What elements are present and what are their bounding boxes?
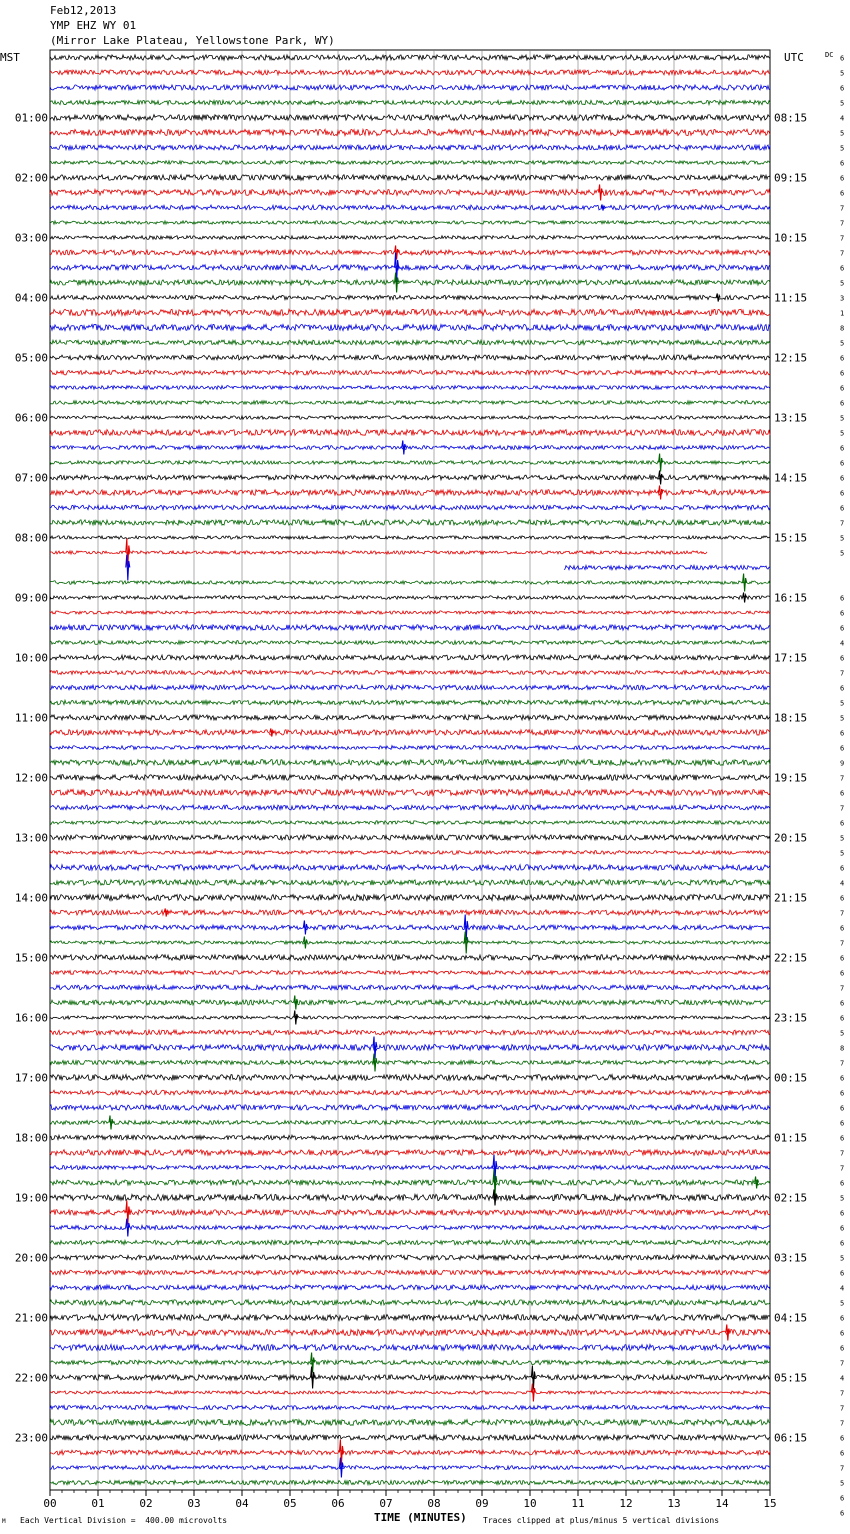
dc-offset-value: 7 xyxy=(840,519,845,528)
event-spike xyxy=(743,593,747,603)
seismic-trace xyxy=(50,55,770,60)
seismic-trace xyxy=(50,655,770,660)
utc-hour-label: 02:15 xyxy=(774,1191,808,1205)
dc-offset-value: 6 xyxy=(840,744,845,753)
dc-offset-value: 6 xyxy=(840,1224,845,1233)
chart-date: Feb12,2013 xyxy=(50,4,117,17)
dc-offset-value: 6 xyxy=(840,624,845,633)
x-tick-label: 02 xyxy=(139,1497,153,1510)
x-tick-label: 08 xyxy=(427,1497,441,1510)
seismic-trace xyxy=(50,1030,770,1035)
utc-hour-label: 10:15 xyxy=(774,231,808,245)
x-tick-label: 10 xyxy=(523,1497,537,1510)
dc-offset-value: 7 xyxy=(840,1164,845,1173)
seismic-trace xyxy=(50,309,770,315)
x-tick-label: 09 xyxy=(475,1497,489,1510)
utc-hour-label: 11:15 xyxy=(774,291,808,305)
dc-offset-value: 7 xyxy=(840,909,845,918)
utc-hour-label: 00:15 xyxy=(774,1071,808,1085)
dc-offset-value: 4 xyxy=(840,1284,845,1293)
mst-hour-label: 06:00 xyxy=(14,411,48,425)
dc-offset-value: 8 xyxy=(840,324,845,333)
dc-offset-value: 6 xyxy=(840,969,845,978)
scale-note: Each Vertical Division = 400.00 microvolts xyxy=(20,1516,228,1525)
seismic-trace xyxy=(50,685,770,690)
seismic-trace xyxy=(50,910,770,915)
seismic-trace xyxy=(50,1300,770,1305)
utc-hour-label: 05:15 xyxy=(774,1371,808,1385)
dc-offset-value: 5 xyxy=(840,1479,845,1488)
dc-offset-value: 1 xyxy=(840,309,845,318)
dc-offset-value: 6 xyxy=(840,924,845,933)
dc-offset-value: 5 xyxy=(840,1254,845,1263)
dc-offset-value: 6 xyxy=(840,1209,845,1218)
seismic-trace xyxy=(50,280,770,285)
utc-hour-label: 13:15 xyxy=(774,411,808,425)
seismic-trace xyxy=(50,1045,770,1051)
seismic-trace xyxy=(50,925,770,930)
dc-offset-value: 5 xyxy=(840,534,845,543)
dc-offset-value: 7 xyxy=(840,234,845,243)
utc-hour-label: 23:15 xyxy=(774,1011,808,1025)
seismic-trace xyxy=(50,1194,770,1200)
seismic-trace xyxy=(50,70,770,75)
dc-offset-value: 7 xyxy=(840,1149,845,1158)
seismic-trace xyxy=(50,760,770,766)
dc-offset-value: 6 xyxy=(840,789,845,798)
dc-offset-value: 7 xyxy=(840,1059,845,1068)
seismic-trace xyxy=(50,115,770,121)
dc-offset-value: 6 xyxy=(840,1269,845,1278)
dc-offset-value: 7 xyxy=(840,984,845,993)
seismic-trace xyxy=(50,324,770,330)
dc-offset-value: 5 xyxy=(840,429,845,438)
dc-offset-value: 7 xyxy=(840,1419,845,1428)
dc-offset-value: 5 xyxy=(840,144,845,153)
seismic-trace xyxy=(50,1105,770,1110)
seismic-trace xyxy=(50,1075,770,1081)
x-tick-label: 04 xyxy=(235,1497,249,1510)
seismic-trace xyxy=(50,1480,770,1484)
seismic-trace xyxy=(50,805,770,810)
dc-offset-value: 7 xyxy=(840,774,845,783)
x-tick-label: 00 xyxy=(43,1497,57,1510)
utc-hour-label: 20:15 xyxy=(774,831,808,845)
dc-offset-value: 5 xyxy=(840,414,845,423)
mst-hour-label: 09:00 xyxy=(14,591,48,605)
seismic-trace xyxy=(50,205,770,210)
dc-offset-value: 4 xyxy=(840,639,845,648)
seismic-trace xyxy=(564,565,770,570)
mst-hour-label: 23:00 xyxy=(14,1431,48,1445)
dc-offset-value: 7 xyxy=(840,939,845,948)
mst-hour-label: 17:00 xyxy=(14,1071,48,1085)
seismic-trace xyxy=(50,851,770,855)
x-tick-label: 15 xyxy=(763,1497,777,1510)
seismic-trace xyxy=(50,430,770,436)
seismic-trace xyxy=(50,1315,770,1321)
dc-offset-value: 6 xyxy=(840,864,845,873)
utc-hour-label: 06:15 xyxy=(774,1431,808,1445)
seismic-trace xyxy=(50,250,770,255)
dc-offset-value: 6 xyxy=(840,894,845,903)
seismic-trace xyxy=(50,821,770,825)
dc-offset-value: 5 xyxy=(840,339,845,348)
dc-offset-value: 6 xyxy=(840,84,845,93)
seismic-trace xyxy=(50,1000,770,1005)
mst-hour-label: 10:00 xyxy=(14,651,48,665)
seismic-trace xyxy=(50,880,770,885)
mst-hour-label: 05:00 xyxy=(14,351,48,365)
seismic-trace xyxy=(50,581,770,585)
seismic-trace xyxy=(50,536,770,539)
clip-note: Traces clipped at plus/minus 5 vertical divisions xyxy=(483,1516,720,1525)
dc-offset-value: 6 xyxy=(840,1329,845,1338)
seismic-trace xyxy=(50,641,770,645)
seismic-trace xyxy=(50,1450,770,1455)
seismic-trace xyxy=(50,865,770,871)
seismic-trace xyxy=(50,1285,770,1290)
dc-offset-value: 6 xyxy=(840,1494,845,1503)
dc-offset-value: 4 xyxy=(840,879,845,888)
dc-offset-value: 6 xyxy=(840,444,845,453)
x-tick-label: 12 xyxy=(619,1497,633,1510)
dc-offset-value: 5 xyxy=(840,699,845,708)
utc-hour-label: 08:15 xyxy=(774,111,808,125)
seismic-trace xyxy=(50,370,770,375)
dc-offset-value: 5 xyxy=(840,1299,845,1308)
seismic-trace xyxy=(50,1090,770,1095)
utc-hour-label: 12:15 xyxy=(774,351,808,365)
dc-offset-value: 5 xyxy=(840,1194,845,1203)
seismic-trace xyxy=(50,1466,770,1470)
seismic-trace xyxy=(50,85,770,90)
seismic-trace xyxy=(50,129,770,135)
seismic-trace xyxy=(50,1121,770,1125)
mst-hour-label: 20:00 xyxy=(14,1251,48,1265)
dc-offset-value: 6 xyxy=(840,1434,845,1443)
dc-offset-value: 6 xyxy=(840,729,845,738)
utc-hour-label: 09:15 xyxy=(774,171,808,185)
seismic-trace xyxy=(50,1270,770,1275)
seismic-trace xyxy=(50,221,770,224)
seismic-trace xyxy=(50,340,770,345)
mst-hour-label: 19:00 xyxy=(14,1191,48,1205)
event-spike xyxy=(164,909,168,917)
dc-offset-value: 6 xyxy=(840,954,845,963)
dc-offset-value: 6 xyxy=(840,609,845,618)
seismic-trace xyxy=(50,1420,770,1426)
dc-offset-value: 6 xyxy=(840,489,845,498)
station-code: YMP EHZ WY 01 xyxy=(50,19,137,32)
dc-offset-value: 6 xyxy=(840,1509,845,1518)
seismic-trace xyxy=(50,700,770,705)
seismic-trace xyxy=(50,789,770,795)
mst-hour-label: 16:00 xyxy=(14,1011,48,1025)
dc-offset-value: 7 xyxy=(840,669,845,678)
seismic-trace xyxy=(50,100,770,104)
dc-offset-value: 3 xyxy=(840,294,845,303)
seismic-trace xyxy=(50,775,770,781)
seismic-trace xyxy=(50,671,770,675)
seismic-trace xyxy=(50,625,770,630)
dc-offset-value: 6 xyxy=(840,594,845,603)
seismic-trace xyxy=(50,1060,770,1064)
seismic-trace xyxy=(50,520,770,525)
dc-offset-value: 6 xyxy=(840,1014,845,1023)
mst-hour-label: 21:00 xyxy=(14,1311,48,1325)
dc-offset-value: 6 xyxy=(840,1179,845,1188)
dc-offset-value: 6 xyxy=(840,474,845,483)
dc-offset-value: 5 xyxy=(840,99,845,108)
mst-hour-label: 15:00 xyxy=(14,951,48,965)
dc-offset-value: 6 xyxy=(840,159,845,168)
seismic-trace xyxy=(50,1165,770,1169)
dc-offset-value: 6 xyxy=(840,459,845,468)
utc-hour-label: 04:15 xyxy=(774,1311,808,1325)
dc-offset-value: 5 xyxy=(840,549,845,558)
dc-offset-value: 6 xyxy=(840,189,845,198)
x-tick-label: 03 xyxy=(187,1497,201,1510)
dc-offset-value: 9 xyxy=(840,759,845,768)
seismic-trace xyxy=(50,1360,770,1365)
seismic-trace xyxy=(50,1345,770,1351)
seismic-trace xyxy=(50,1150,770,1156)
x-tick-label: 11 xyxy=(571,1497,585,1510)
seismic-trace xyxy=(50,295,770,299)
seismic-trace xyxy=(50,1180,770,1185)
dc-offset-value: 6 xyxy=(840,1119,845,1128)
seismic-trace xyxy=(50,1406,770,1410)
dc-offset-value: 6 xyxy=(840,654,845,663)
dc-offset-value: 5 xyxy=(840,69,845,78)
utc-hour-label: 19:15 xyxy=(774,771,808,785)
event-spike xyxy=(402,441,406,455)
mst-hour-label: 13:00 xyxy=(14,831,48,845)
dc-offset-value: 6 xyxy=(840,1449,845,1458)
seismic-trace xyxy=(50,1435,770,1440)
seismic-trace xyxy=(50,190,770,196)
event-spike xyxy=(303,921,307,935)
dc-offset-value: 5 xyxy=(840,279,845,288)
dc-offset-value: 6 xyxy=(840,1104,845,1113)
mst-hour-label: 11:00 xyxy=(14,711,48,725)
dc-offset-value: 5 xyxy=(840,834,845,843)
dc-offset-value: 6 xyxy=(840,1134,845,1143)
seismic-trace xyxy=(50,596,770,600)
seismic-trace xyxy=(50,505,770,510)
x-axis-title: TIME (MINUTES) xyxy=(374,1511,467,1524)
dc-offset-value: 6 xyxy=(840,1344,845,1353)
dc-offset-value: 6 xyxy=(840,1314,845,1323)
seismic-trace xyxy=(50,1240,770,1245)
seismic-trace xyxy=(50,730,770,736)
seismic-trace xyxy=(50,551,707,554)
seismic-trace xyxy=(50,1391,770,1394)
x-tick-label: 07 xyxy=(379,1497,393,1510)
dc-offset-value: 7 xyxy=(840,1404,845,1413)
utc-hour-label: 01:15 xyxy=(774,1131,808,1145)
dc-offset-value: 7 xyxy=(840,204,845,213)
utc-hour-label: 03:15 xyxy=(774,1251,808,1265)
seismic-trace xyxy=(50,1375,770,1380)
x-tick-label: 14 xyxy=(715,1497,729,1510)
seismic-trace xyxy=(50,895,770,901)
mst-hour-label: 04:00 xyxy=(14,291,48,305)
seismic-trace xyxy=(50,236,770,240)
dc-offset-value: 7 xyxy=(840,1359,845,1368)
utc-hour-label: 21:15 xyxy=(774,891,808,905)
right-axis-label: UTC xyxy=(784,51,804,64)
seismic-trace xyxy=(50,386,770,390)
dc-offset-value: 6 xyxy=(840,1239,845,1248)
left-axis-label: MST xyxy=(0,51,20,64)
dc-offset-value: 6 xyxy=(840,384,845,393)
dc-offset-value: 6 xyxy=(840,1074,845,1083)
station-location: (Mirror Lake Plateau, Yellowstone Park, WY) xyxy=(50,34,335,47)
dc-offset-value: 5 xyxy=(840,849,845,858)
dc-offset-value: 4 xyxy=(840,114,845,123)
dc-offset-value: 7 xyxy=(840,219,845,228)
event-spike xyxy=(755,1177,759,1189)
x-tick-label: 13 xyxy=(667,1497,681,1510)
seismic-trace xyxy=(50,611,770,614)
mst-hour-label: 14:00 xyxy=(14,891,48,905)
mst-hour-label: 07:00 xyxy=(14,471,48,485)
dc-offset-value: 7 xyxy=(840,249,845,258)
mst-hour-label: 01:00 xyxy=(14,111,48,125)
dc-offset-value: 6 xyxy=(840,54,845,63)
dc-offset-value: 6 xyxy=(840,369,845,378)
dc-offset-value: 6 xyxy=(840,999,845,1008)
seismic-trace xyxy=(50,971,770,975)
utc-hour-label: 14:15 xyxy=(774,471,808,485)
seismic-trace xyxy=(50,1225,770,1229)
seismic-trace xyxy=(50,161,770,165)
utc-hour-label: 15:15 xyxy=(774,531,808,545)
dc-offset-value: 6 xyxy=(840,1089,845,1098)
mst-hour-label: 18:00 xyxy=(14,1131,48,1145)
dc-offset-value: 6 xyxy=(840,174,845,183)
seismic-trace xyxy=(50,941,770,944)
utc-hour-label: 18:15 xyxy=(774,711,808,725)
x-tick-label: 01 xyxy=(91,1497,105,1510)
utc-hour-label: 17:15 xyxy=(774,651,808,665)
corner-mark: M xyxy=(2,1518,6,1525)
seismic-trace xyxy=(50,145,770,150)
dc-offset-value: 7 xyxy=(840,1389,845,1398)
seismic-trace xyxy=(50,401,770,405)
dc-offset-value: 8 xyxy=(840,1044,845,1053)
mst-hour-label: 22:00 xyxy=(14,1371,48,1385)
dc-offset-value: 6 xyxy=(840,399,845,408)
seismic-trace xyxy=(50,446,770,450)
dc-offset-value: 7 xyxy=(840,804,845,813)
seismic-trace xyxy=(50,1135,770,1140)
seismic-trace xyxy=(50,355,770,360)
mst-hour-label: 08:00 xyxy=(14,531,48,545)
dc-offset-value: 6 xyxy=(840,819,845,828)
dc-offset-value: 6 xyxy=(840,684,845,693)
event-spike xyxy=(109,1116,113,1130)
seismic-trace xyxy=(50,985,770,990)
seismic-trace xyxy=(50,1329,770,1335)
seismic-trace xyxy=(50,1255,770,1260)
seismic-trace xyxy=(50,175,770,180)
dc-offset-value: 5 xyxy=(840,714,845,723)
dc-offset-value: 7 xyxy=(840,1464,845,1473)
dc-offset-value: 5 xyxy=(840,1029,845,1038)
utc-hour-label: 22:15 xyxy=(774,951,808,965)
seismic-trace xyxy=(50,746,770,750)
mst-hour-label: 12:00 xyxy=(14,771,48,785)
mst-hour-label: 02:00 xyxy=(14,171,48,185)
mst-hour-label: 03:00 xyxy=(14,231,48,245)
seismic-trace xyxy=(50,835,770,840)
seismic-trace xyxy=(50,1016,770,1019)
dc-offset-value: 5 xyxy=(840,129,845,138)
dc-offset-value: 4 xyxy=(840,1374,845,1383)
x-tick-label: 06 xyxy=(331,1497,345,1510)
seismic-trace xyxy=(50,955,770,961)
seismic-trace xyxy=(50,1210,770,1216)
dc-offset-value: 6 xyxy=(840,504,845,513)
utc-hour-label: 16:15 xyxy=(774,591,808,605)
x-tick-label: 05 xyxy=(283,1497,297,1510)
seismic-trace xyxy=(50,416,770,419)
seismic-trace xyxy=(50,715,770,720)
seismic-trace xyxy=(50,265,770,270)
dc-offset-value: 6 xyxy=(840,264,845,273)
dc-offset-value: 6 xyxy=(840,354,845,363)
dc-label: DC xyxy=(825,51,834,59)
